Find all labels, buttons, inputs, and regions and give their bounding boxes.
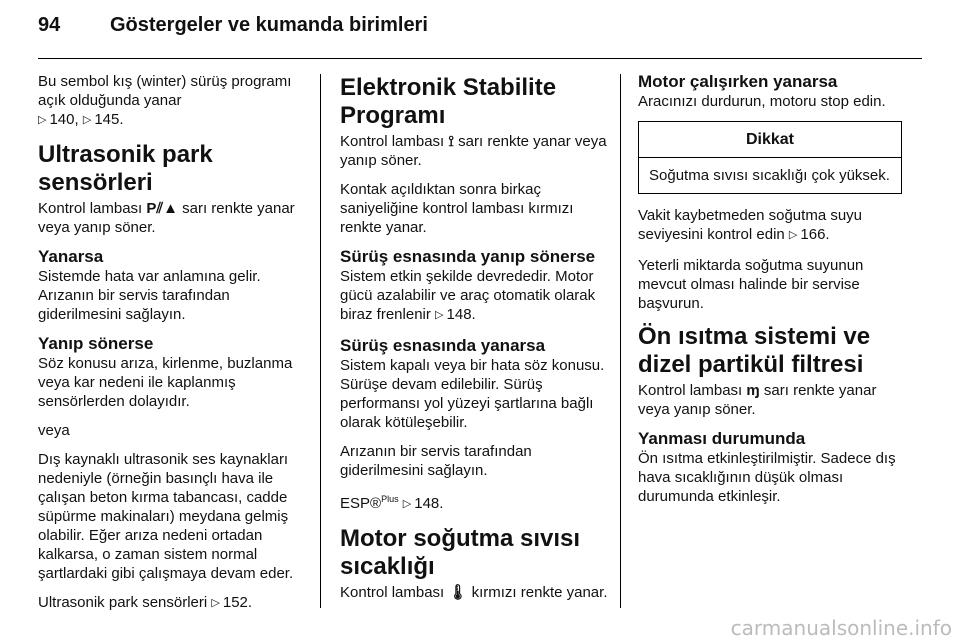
- caution-callout: [638, 121, 902, 194]
- page-number: 94: [38, 14, 61, 36]
- preheat-heading: Ön ısıtma sistemi ve dizel partikül filtresi: [638, 323, 871, 378]
- flash-drive-heading: Sürüş esnasında yanıp sönerse: [340, 247, 596, 266]
- winter-ref-2[interactable]: ▷ 145.: [83, 111, 124, 128]
- preheat-lamp-paragraph: Kontrol lambası ɱ sarı renkte yanar veya yanıp söner.: [638, 382, 877, 418]
- flash-text: Söz konusu arıza, kirlenme, buzlanma veya kar nedeni ile kaplanmış sensörlerden dolayıdır.: [38, 355, 293, 410]
- park-lamp-paragraph: Kontrol lambası P⫽▲ sarı renkte yanar veya yanıp söner.: [38, 200, 295, 236]
- flash-drive-ref[interactable]: ▷ 148.: [435, 306, 476, 323]
- running-heading: Motor çalışırken yanarsa: [638, 72, 838, 91]
- park-sensor-heading: Ultrasonik park sensörleri: [38, 141, 213, 196]
- glow-plug-icon: ɱ: [746, 382, 760, 399]
- park-ref-link[interactable]: ▷ 152.: [211, 594, 252, 611]
- callout-body: Soğutma sıvısı sıcaklığı çok yüksek.: [649, 167, 890, 184]
- winter-paragraph: Bu sembol kış (winter) sürüş programı açık olduğunda yanar ▷ 140, ▷ 145.: [38, 72, 308, 131]
- thermometer-icon: 🌡: [448, 584, 468, 601]
- flash-drive-paragraph: Sistem etkin şekilde devrededir. Motor gücü azalabilir ve araç otomatik olarak biraz frenlenir ▷ 148.: [340, 267, 610, 326]
- park-ref-paragraph: Ultrasonik park sensörleri ▷ 152.: [38, 593, 308, 614]
- sufficient-text: Yeterli miktarda soğutma suyunun mevcut olması halinde bir servise başvurun.: [638, 257, 864, 312]
- lit-text: Sistemde hata var anlamına gelir. Arızanın bir servis tarafından giderilmesini sağlayın.: [38, 268, 261, 323]
- watermark: carmanualsonline.info: [730, 616, 952, 640]
- coolant-lamp-paragraph: Kontrol lambası 🌡 kırmızı renkte yanar.: [340, 584, 608, 601]
- column-divider-1: [320, 74, 321, 608]
- callout-title: Dikkat: [639, 122, 901, 158]
- page-title: Göstergeler ve kumanda birimleri: [110, 14, 428, 36]
- preheat-lit-heading: Yanması durumunda: [638, 429, 806, 448]
- column-3: [638, 72, 902, 516]
- esp-skid-icon: ⟟: [448, 133, 454, 150]
- column-2: [340, 72, 610, 612]
- park-sensor-icon: P⫽▲: [146, 200, 178, 217]
- esp-ignition-text: Kontak açıldıktan sonra birkaç saniyeliğine kontrol lambası kırmızı renkte yanar.: [340, 181, 574, 236]
- interference-text: Dış kaynaklı ultrasonik ses kaynakları nedeniyle (örneğin basınçlı hava ile çalışan beton kırma tabancası, cadde süpürme makinaları) meydana gelmiş olabilir. Eğer arıza nedeni ortadan kalkarsa, o zaman sistem normal şartlardaki gibi çalışmaya devam eder.: [38, 451, 294, 582]
- check-ref[interactable]: ▷ 166.: [789, 226, 830, 243]
- winter-ref-1[interactable]: ▷ 140,: [38, 111, 79, 128]
- column-divider-2: [620, 74, 621, 608]
- repair-text: Arızanın bir servis tarafından giderilmesini sağlayın.: [340, 443, 532, 479]
- lit-drive-heading: Sürüş esnasında yanarsa: [340, 336, 546, 355]
- esp-ref-paragraph: ESP®$^{Plus}$ ▷ 148.: [340, 490, 610, 515]
- esp-lamp-paragraph: Kontrol lambası ⟟ sarı renkte yanar veya yanıp söner.: [340, 133, 607, 169]
- esp-ref-link[interactable]: ▷ 148.: [403, 495, 444, 512]
- or-text: veya: [38, 422, 70, 439]
- running-text: Aracınızı durdurun, motoru stop edin.: [638, 93, 886, 110]
- check-paragraph: Vakit kaybetmeden soğutma suyu seviyesini kontrol edin ▷ 166.: [638, 206, 902, 246]
- coolant-heading: Motor soğutma sıvısı sıcaklığı: [340, 525, 581, 580]
- preheat-lit-text: Ön ısıtma etkinleştirilmiştir. Sadece dış hava sıcaklığının düşük olması durumunda etkinleşir.: [638, 450, 896, 505]
- flash-heading: Yanıp sönerse: [38, 334, 154, 353]
- esp-heading: Elektronik Stabilite Programı: [340, 74, 557, 129]
- lit-drive-text: Sistem kapalı veya bir hata söz konusu. Sürüşe devam edilebilir. Sürüş performansı yol yüzeyi şartlarına bağlı olarak kötüleşebilir.: [340, 357, 605, 431]
- column-1: [38, 72, 308, 624]
- page-header: [38, 14, 428, 50]
- header-rule: [38, 58, 922, 59]
- lit-heading: Yanarsa: [38, 247, 104, 266]
- esp-plus-sup: Plus: [381, 494, 399, 504]
